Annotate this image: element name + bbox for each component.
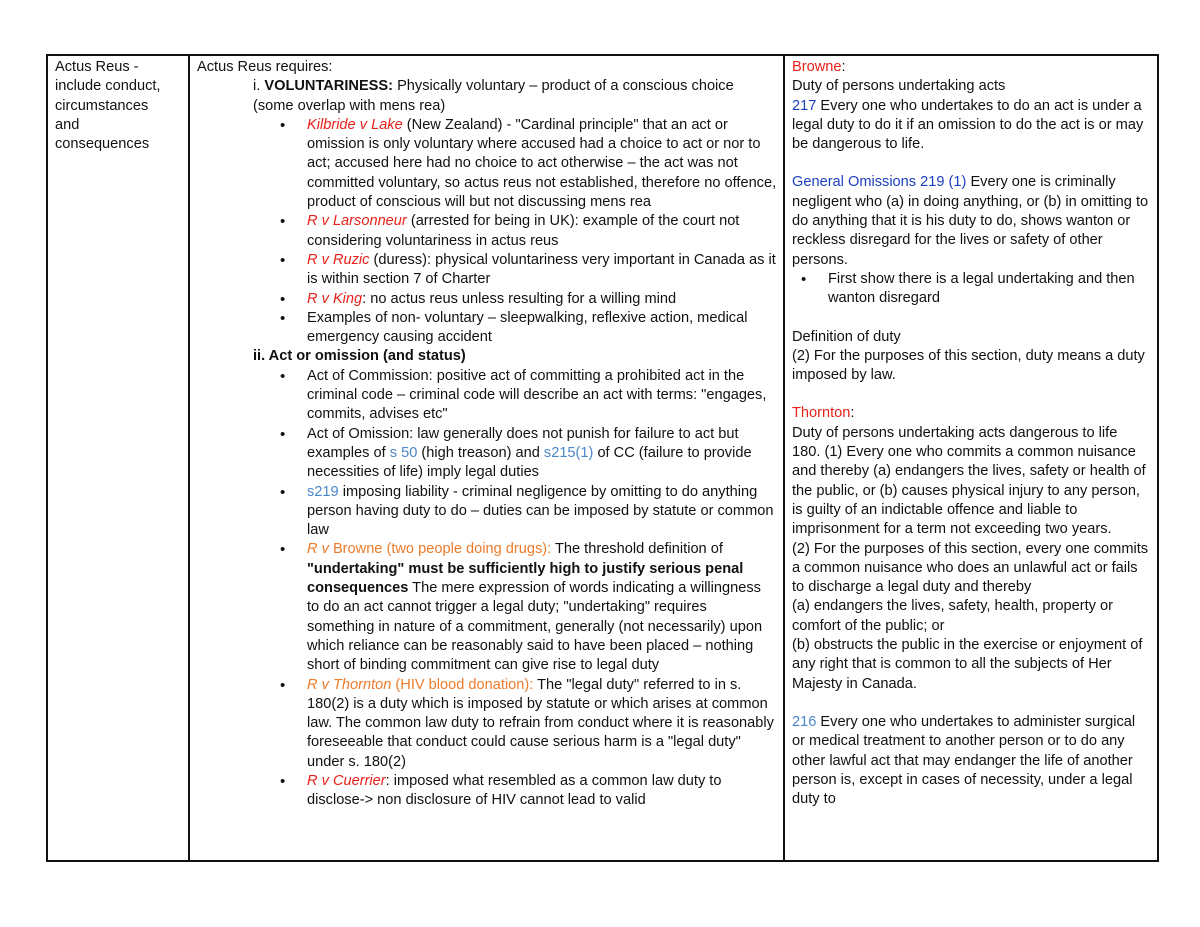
topic-line: include conduct, bbox=[55, 78, 161, 95]
section-216: 216 Every one who undertakes to administer surgical or medical treatment to another person or to do any other lawful act that may endanger the life of another person is, except in cases of necessity, under a legal duty to bbox=[792, 713, 1136, 808]
holding-bold: "undertaking" must be sufficiently high to justify serious penal consequences bbox=[307, 560, 744, 597]
section-180-2a: (a) endangers the lives, safety, health, property or comfort of the public; or bbox=[792, 598, 1113, 634]
notes-cell bbox=[189, 55, 784, 861]
duty-title: Duty of persons undertaking acts bbox=[792, 78, 1006, 95]
case-name: Browne (two people doing drugs): bbox=[328, 541, 552, 558]
topic-line: consequences bbox=[55, 136, 150, 153]
spacer bbox=[792, 309, 1151, 328]
thornton-title: Duty of persons undertaking acts dangerous to life bbox=[792, 424, 1118, 441]
section-i-title: VOLUNTARINESS: bbox=[264, 78, 394, 95]
topic-line: circumstances bbox=[55, 97, 149, 114]
list-item: • First show there is a legal undertaking and then wanton disregard bbox=[828, 270, 1151, 309]
section-219: General Omissions 219 (1) Every one is criminally negligent who (a) in doing anything, or (b) in omitting to do anything that it is his duty to do, shows wanton or reckless disregard for the lives or safety of other persons. bbox=[792, 174, 1149, 268]
statutes-cell bbox=[784, 55, 1158, 861]
case-name: R v Thornton bbox=[307, 676, 392, 693]
case-name: Kilbride v Lake bbox=[307, 116, 403, 133]
list-item: • R v Cuerrier: imposed what resembled as a common law duty to disclose-> non disclosure of HIV cannot lead to valid bbox=[307, 772, 777, 811]
section-217: 217 Every one who undertakes to do an act is under a legal duty to do it if an omission to do the act is or may be dangerous to life. bbox=[792, 97, 1144, 153]
spacer bbox=[792, 694, 1151, 713]
list-item: • Act of Omission: law generally does not punish for failure to act but examples of s 50 (high treason) and s215(1) of CC (failure to provide necessities of life) imply legal duties bbox=[307, 425, 777, 483]
topic-line: and bbox=[55, 116, 80, 133]
list-item: • R v King: no actus reus unless resulting for a willing mind bbox=[307, 290, 777, 309]
section-number: 216 bbox=[792, 713, 817, 730]
list-item: • Examples of non- voluntary – sleepwalking, reflexive action, medical emergency causing accident bbox=[307, 309, 777, 348]
spacer bbox=[792, 385, 1151, 404]
list-item: • R v Larsonneur (arrested for being in UK): example of the court not considering voluntariness in actus reus bbox=[307, 212, 777, 251]
table-row bbox=[47, 55, 1158, 861]
intro-line: Actus Reus requires: bbox=[197, 59, 333, 75]
list-item: • R v Browne (two people doing drugs): The threshold definition of "undertaking" must be sufficiently high to justify serious penal consequences The mere expression of words indicating a willingness to do an act cannot trigger a legal duty; "undertaking" requires something in nature of a commitment, generally (not necessarily) upon which reliance can be reasonably said to have been placed – nothing short of binding commitment can give rise to legal duty bbox=[307, 540, 777, 675]
list-item: • R v Thornton (HIV blood donation): The "legal duty" referred to in s. 180(2) is a duty which is imposed by statute or which arises at common law. The common law duty to refrain from conduct where it is reasonably foreseeable that conduct could cause serious harm is a "legal duty" under s. 180(2) bbox=[307, 676, 777, 772]
statute-ref: s 50 bbox=[389, 444, 418, 461]
undertaking-list bbox=[792, 270, 1151, 309]
section-180-1: 180. (1) Every one who commits a common nuisance and thereby (a) endangers the lives, safety or health of the public, or (b) causes physical injury to any person, is guilty of an indictable offence and liable to imprisonment for a term not exceeding two years. bbox=[792, 444, 1146, 538]
section-i: i. VOLUNTARINESS: Physically voluntary – product of a conscious choice (some overlap with mens rea) bbox=[253, 78, 734, 114]
list-item: • Act of Commission: positive act of committing a prohibited act in the criminal code – criminal code will describe an act with terms: "engages, commits, advises etc" bbox=[307, 367, 777, 425]
statute-ref: s219 bbox=[307, 483, 339, 500]
section-number: 217 bbox=[792, 97, 817, 114]
section-ii: ii. Act or omission (and status) bbox=[253, 348, 466, 365]
case-name: (HIV blood donation): bbox=[391, 676, 534, 693]
case-name: R v bbox=[307, 541, 329, 558]
case-name: R v Larsonneur bbox=[307, 213, 407, 230]
voluntariness-list bbox=[197, 116, 777, 348]
topic-heading: Actus Reus - bbox=[55, 59, 139, 75]
definition-heading: Definition of duty bbox=[792, 328, 901, 345]
section-number: General Omissions 219 (1) bbox=[792, 174, 967, 191]
act-omission-list bbox=[197, 367, 777, 811]
thornton-heading: Thornton: bbox=[792, 405, 855, 422]
list-item: • Kilbride v Lake (New Zealand) - "Cardinal principle" that an act or omission is only voluntary where accused had a choice to act or nor to act; accused here had no choice to act otherwise – the act was not committed voluntary, so actus reus not established, therefore no offence, product of conscious will but not discussing mens rea bbox=[307, 116, 777, 212]
statute-ref: s215(1) bbox=[543, 444, 594, 461]
notes-table bbox=[46, 54, 1159, 862]
browne-heading: Browne: bbox=[792, 59, 846, 75]
case-name: R v King bbox=[307, 290, 363, 307]
case-name: R v Cuerrier bbox=[307, 772, 386, 789]
list-item: • R v Ruzic (duress): physical voluntariness very important in Canada as it is within section 7 of Charter bbox=[307, 251, 777, 290]
spacer bbox=[792, 154, 1151, 173]
case-name: R v Ruzic bbox=[307, 251, 370, 268]
definition-text: (2) For the purposes of this section, duty means a duty imposed by law. bbox=[792, 347, 1145, 384]
section-180-2: (2) For the purposes of this section, every one commits a common nuisance who does an unlawful act or fails to discharge a legal duty and thereby bbox=[792, 540, 1149, 596]
list-item: • s219 imposing liability - criminal negligence by omitting to do anything person having duty to do – duties can be imposed by statute or common law bbox=[307, 483, 777, 541]
topic-cell bbox=[47, 55, 189, 861]
section-180-2b: (b) obstructs the public in the exercise or enjoyment of any right that is common to all the subjects of Her Majesty in Canada. bbox=[792, 637, 1143, 692]
